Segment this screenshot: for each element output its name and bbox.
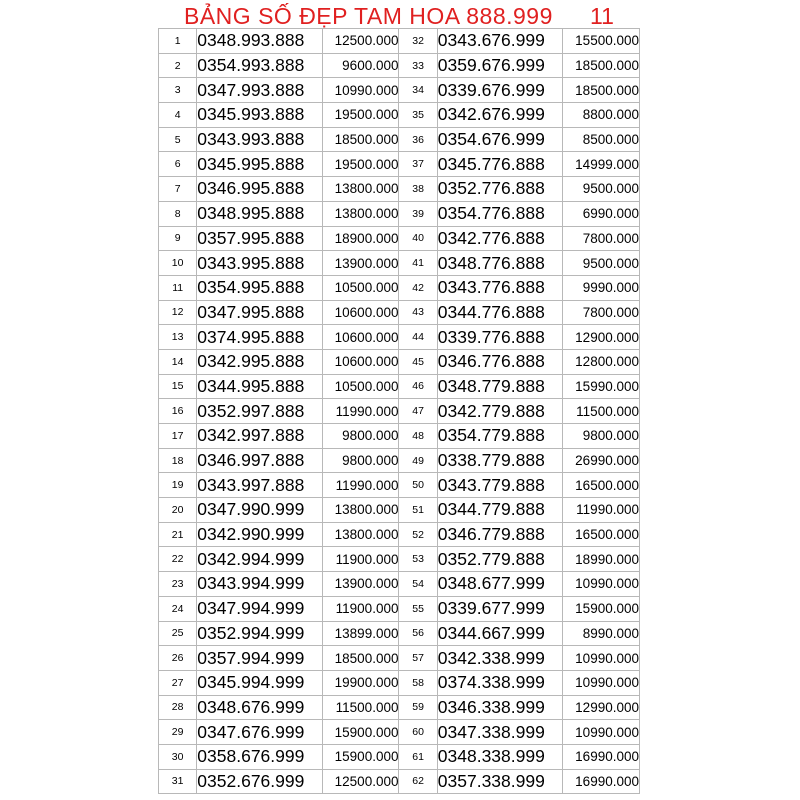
price-value: 12500.000	[322, 29, 399, 54]
table-row	[159, 78, 640, 103]
price-value: 10990.000	[563, 572, 640, 597]
phone-number: 0345.993.888	[197, 103, 323, 128]
row-number: 62	[399, 769, 437, 794]
table-row	[159, 300, 640, 325]
price-value: 15900.000	[322, 720, 399, 745]
row-number: 55	[399, 596, 437, 621]
table-row	[159, 349, 640, 374]
phone-number: 0339.776.888	[437, 325, 563, 350]
table-row	[159, 522, 640, 547]
price-value: 18990.000	[563, 547, 640, 572]
phone-number: 0347.993.888	[197, 78, 323, 103]
row-number: 61	[399, 744, 437, 769]
sheet-header	[158, 0, 640, 30]
price-value: 15900.000	[322, 744, 399, 769]
phone-number-table	[158, 28, 640, 794]
table-row	[159, 695, 640, 720]
row-number: 25	[159, 621, 197, 646]
price-value: 18500.000	[563, 78, 640, 103]
table-row	[159, 251, 640, 276]
row-number: 57	[399, 646, 437, 671]
phone-number: 0346.338.999	[437, 695, 563, 720]
row-number: 44	[399, 325, 437, 350]
row-number: 11	[159, 275, 197, 300]
price-value: 6990.000	[563, 201, 640, 226]
price-value: 11990.000	[322, 399, 399, 424]
price-value: 10990.000	[322, 78, 399, 103]
phone-number: 0358.676.999	[197, 744, 323, 769]
row-number: 50	[399, 473, 437, 498]
price-value: 19500.000	[322, 103, 399, 128]
table-row	[159, 769, 640, 794]
price-value: 11500.000	[322, 695, 399, 720]
phone-number: 0342.997.888	[197, 424, 323, 449]
row-number: 20	[159, 498, 197, 523]
row-number: 28	[159, 695, 197, 720]
phone-number: 0346.995.888	[197, 177, 323, 202]
price-value: 9800.000	[322, 424, 399, 449]
phone-number: 0354.779.888	[437, 424, 563, 449]
row-number: 34	[399, 78, 437, 103]
price-value: 18500.000	[322, 127, 399, 152]
price-value: 10600.000	[322, 349, 399, 374]
row-number: 2	[159, 53, 197, 78]
price-value: 8500.000	[563, 127, 640, 152]
table-body	[159, 29, 640, 794]
price-value: 13800.000	[322, 201, 399, 226]
price-value: 11900.000	[322, 596, 399, 621]
row-number: 7	[159, 177, 197, 202]
price-value: 9800.000	[322, 448, 399, 473]
price-sheet	[158, 0, 640, 800]
price-value: 13900.000	[322, 572, 399, 597]
phone-number: 0342.338.999	[437, 646, 563, 671]
price-value: 10500.000	[322, 374, 399, 399]
phone-number: 0348.677.999	[437, 572, 563, 597]
price-value: 10990.000	[563, 646, 640, 671]
phone-number: 0344.995.888	[197, 374, 323, 399]
table-row	[159, 547, 640, 572]
phone-number: 0347.676.999	[197, 720, 323, 745]
row-number: 32	[399, 29, 437, 54]
price-value: 13800.000	[322, 177, 399, 202]
phone-number: 0343.995.888	[197, 251, 323, 276]
row-number: 60	[399, 720, 437, 745]
price-value: 19900.000	[322, 670, 399, 695]
table-row	[159, 152, 640, 177]
phone-number: 0339.676.999	[437, 78, 563, 103]
phone-number: 0339.677.999	[437, 596, 563, 621]
row-number: 54	[399, 572, 437, 597]
row-number: 17	[159, 424, 197, 449]
phone-number: 0342.676.999	[437, 103, 563, 128]
price-value: 12990.000	[563, 695, 640, 720]
price-value: 10600.000	[322, 325, 399, 350]
table-row	[159, 670, 640, 695]
price-value: 11990.000	[322, 473, 399, 498]
sheet-title: BẢNG SỐ ĐẸP TAM HOA 888.999	[184, 3, 553, 29]
row-number: 26	[159, 646, 197, 671]
table-row	[159, 646, 640, 671]
price-value: 18900.000	[322, 226, 399, 251]
phone-number: 0354.995.888	[197, 275, 323, 300]
row-number: 5	[159, 127, 197, 152]
row-number: 14	[159, 349, 197, 374]
phone-number: 0346.997.888	[197, 448, 323, 473]
price-value: 15500.000	[563, 29, 640, 54]
row-number: 47	[399, 399, 437, 424]
price-value: 16990.000	[563, 744, 640, 769]
phone-number: 0347.990.999	[197, 498, 323, 523]
phone-number: 0345.776.888	[437, 152, 563, 177]
phone-number: 0342.990.999	[197, 522, 323, 547]
phone-number: 0357.995.888	[197, 226, 323, 251]
phone-number: 0359.676.999	[437, 53, 563, 78]
phone-number: 0352.776.888	[437, 177, 563, 202]
phone-number: 0338.779.888	[437, 448, 563, 473]
phone-number: 0348.995.888	[197, 201, 323, 226]
table-row	[159, 621, 640, 646]
row-number: 51	[399, 498, 437, 523]
price-value: 16500.000	[563, 473, 640, 498]
table-row	[159, 53, 640, 78]
price-value: 10990.000	[563, 720, 640, 745]
price-value: 9600.000	[322, 53, 399, 78]
price-value: 8990.000	[563, 621, 640, 646]
phone-number: 0352.676.999	[197, 769, 323, 794]
phone-number: 0345.994.999	[197, 670, 323, 695]
table-row	[159, 399, 640, 424]
phone-number: 0342.776.888	[437, 226, 563, 251]
row-number: 53	[399, 547, 437, 572]
phone-number: 0347.338.999	[437, 720, 563, 745]
row-number: 1	[159, 29, 197, 54]
row-number: 15	[159, 374, 197, 399]
price-value: 19500.000	[322, 152, 399, 177]
phone-number: 0343.993.888	[197, 127, 323, 152]
price-value: 10990.000	[563, 670, 640, 695]
row-number: 24	[159, 596, 197, 621]
price-value: 13800.000	[322, 498, 399, 523]
phone-number: 0344.779.888	[437, 498, 563, 523]
price-value: 9500.000	[563, 251, 640, 276]
table-row	[159, 473, 640, 498]
table-row	[159, 226, 640, 251]
price-value: 9990.000	[563, 275, 640, 300]
phone-number: 0348.338.999	[437, 744, 563, 769]
table-row	[159, 374, 640, 399]
table-row	[159, 325, 640, 350]
price-value: 11900.000	[322, 547, 399, 572]
price-value: 7800.000	[563, 226, 640, 251]
row-number: 12	[159, 300, 197, 325]
row-number: 39	[399, 201, 437, 226]
price-value: 13899.000	[322, 621, 399, 646]
phone-number: 0342.994.999	[197, 547, 323, 572]
phone-number: 0348.776.888	[437, 251, 563, 276]
phone-number: 0374.995.888	[197, 325, 323, 350]
row-number: 23	[159, 572, 197, 597]
phone-number: 0357.994.999	[197, 646, 323, 671]
row-number: 30	[159, 744, 197, 769]
price-value: 14999.000	[563, 152, 640, 177]
row-number: 45	[399, 349, 437, 374]
row-number: 4	[159, 103, 197, 128]
row-number: 22	[159, 547, 197, 572]
price-value: 18500.000	[563, 53, 640, 78]
table-row	[159, 596, 640, 621]
phone-number: 0352.994.999	[197, 621, 323, 646]
price-value: 12900.000	[563, 325, 640, 350]
table-row	[159, 744, 640, 769]
table-row	[159, 103, 640, 128]
row-number: 40	[399, 226, 437, 251]
row-number: 8	[159, 201, 197, 226]
phone-number: 0343.676.999	[437, 29, 563, 54]
phone-number: 0354.776.888	[437, 201, 563, 226]
row-number: 52	[399, 522, 437, 547]
price-value: 9800.000	[563, 424, 640, 449]
price-value: 11500.000	[563, 399, 640, 424]
phone-number: 0347.995.888	[197, 300, 323, 325]
price-value: 10500.000	[322, 275, 399, 300]
phone-number: 0342.779.888	[437, 399, 563, 424]
price-value: 8800.000	[563, 103, 640, 128]
row-number: 56	[399, 621, 437, 646]
row-number: 18	[159, 448, 197, 473]
price-value: 13800.000	[322, 522, 399, 547]
phone-number: 0345.995.888	[197, 152, 323, 177]
phone-number: 0348.779.888	[437, 374, 563, 399]
price-value: 9500.000	[563, 177, 640, 202]
row-number: 41	[399, 251, 437, 276]
row-number: 38	[399, 177, 437, 202]
page-number: 11	[590, 3, 614, 29]
row-number: 21	[159, 522, 197, 547]
row-number: 43	[399, 300, 437, 325]
row-number: 10	[159, 251, 197, 276]
row-number: 36	[399, 127, 437, 152]
phone-number: 0343.994.999	[197, 572, 323, 597]
table-row	[159, 275, 640, 300]
phone-number: 0354.993.888	[197, 53, 323, 78]
price-value: 13900.000	[322, 251, 399, 276]
row-number: 6	[159, 152, 197, 177]
phone-number: 0352.779.888	[437, 547, 563, 572]
row-number: 48	[399, 424, 437, 449]
table-row	[159, 201, 640, 226]
phone-number: 0344.776.888	[437, 300, 563, 325]
row-number: 9	[159, 226, 197, 251]
phone-number: 0346.779.888	[437, 522, 563, 547]
price-value: 7800.000	[563, 300, 640, 325]
phone-number: 0343.776.888	[437, 275, 563, 300]
row-number: 46	[399, 374, 437, 399]
row-number: 3	[159, 78, 197, 103]
table-row	[159, 572, 640, 597]
price-value: 15990.000	[563, 374, 640, 399]
phone-number: 0374.338.999	[437, 670, 563, 695]
row-number: 33	[399, 53, 437, 78]
price-value: 26990.000	[563, 448, 640, 473]
table-row	[159, 720, 640, 745]
table-row	[159, 448, 640, 473]
table-row	[159, 177, 640, 202]
price-value: 12800.000	[563, 349, 640, 374]
row-number: 58	[399, 670, 437, 695]
table-row	[159, 127, 640, 152]
table-row	[159, 498, 640, 523]
price-value: 16500.000	[563, 522, 640, 547]
table-row	[159, 29, 640, 54]
phone-number: 0348.676.999	[197, 695, 323, 720]
row-number: 27	[159, 670, 197, 695]
row-number: 35	[399, 103, 437, 128]
price-value: 18500.000	[322, 646, 399, 671]
row-number: 31	[159, 769, 197, 794]
phone-number: 0343.997.888	[197, 473, 323, 498]
table-row	[159, 424, 640, 449]
row-number: 16	[159, 399, 197, 424]
row-number: 13	[159, 325, 197, 350]
row-number: 19	[159, 473, 197, 498]
row-number: 42	[399, 275, 437, 300]
row-number: 29	[159, 720, 197, 745]
row-number: 59	[399, 695, 437, 720]
row-number: 37	[399, 152, 437, 177]
phone-number: 0352.997.888	[197, 399, 323, 424]
phone-number: 0357.338.999	[437, 769, 563, 794]
row-number: 49	[399, 448, 437, 473]
phone-number: 0348.993.888	[197, 29, 323, 54]
price-value: 10600.000	[322, 300, 399, 325]
phone-number: 0347.994.999	[197, 596, 323, 621]
phone-number: 0346.776.888	[437, 349, 563, 374]
price-value: 15900.000	[563, 596, 640, 621]
price-value: 16990.000	[563, 769, 640, 794]
phone-number: 0344.667.999	[437, 621, 563, 646]
price-value: 11990.000	[563, 498, 640, 523]
phone-number: 0354.676.999	[437, 127, 563, 152]
price-value: 12500.000	[322, 769, 399, 794]
phone-number: 0343.779.888	[437, 473, 563, 498]
phone-number: 0342.995.888	[197, 349, 323, 374]
